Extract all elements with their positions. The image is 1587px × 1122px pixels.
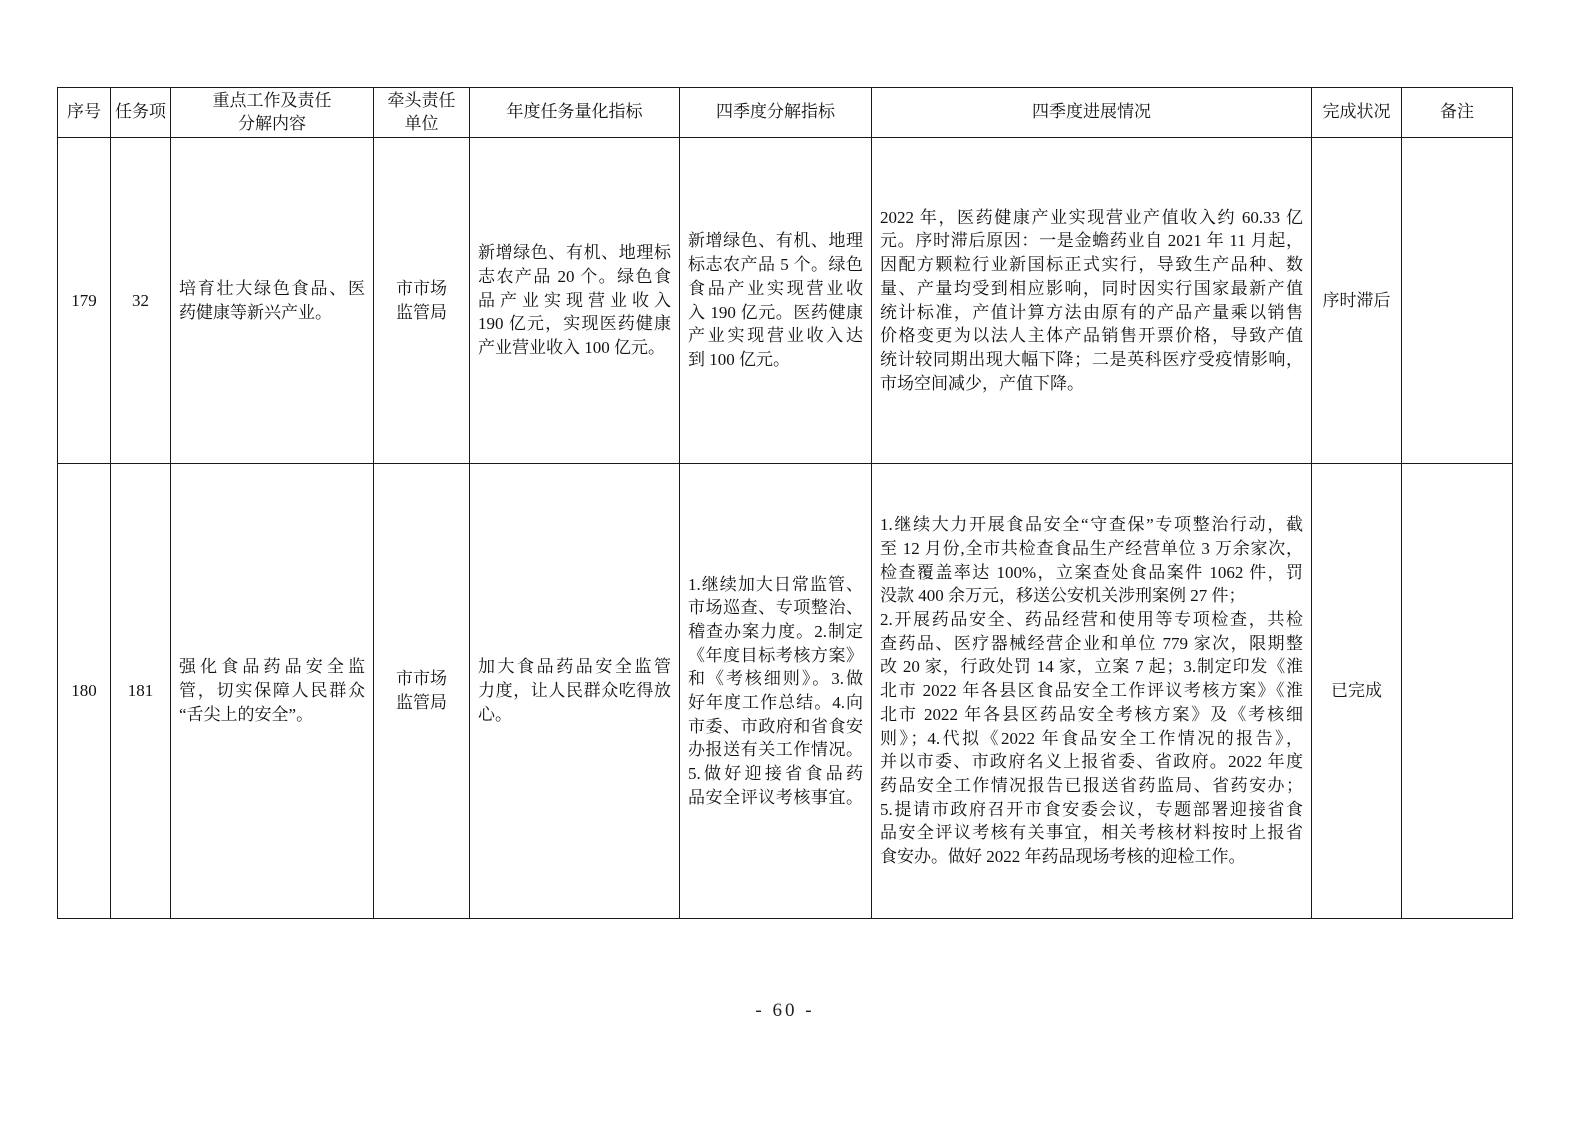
cell-task-no: 32 [111,138,171,464]
cell-status: 已完成 [1312,464,1402,919]
lead-unit-line: 市市场 [396,669,447,689]
cell-seq: 179 [58,138,111,464]
q4-progress-line: 并以市委、市政府名义上报省委、省政府。2022 年度 [880,752,1303,772]
q4-progress-line: 统计标准，产值计算方法由原有的产品产量乘以销售 [880,302,1303,322]
q4-breakdown-line: 稽查办案力度。2.制定 [688,621,863,641]
q4-progress-line: 价格变更为以法人主体产品销售开票价格，导致产值 [880,326,1303,346]
header-status: 完成状况 [1312,88,1402,138]
q4-progress-line: 则》；4.代拟《2022 年食品安全工作情况的报告》， [880,728,1303,748]
header-seq: 序号 [58,88,111,138]
q4-progress-line: 5.提请市政府召开市食安委会议，专题部署迎接省食 [880,799,1303,819]
page-number: - 60 - [755,1000,815,1021]
q4-progress-line: 北市 2022 年各县区食品安全工作评议考核方案》《淮 [880,681,1303,701]
q4-progress-line: 1.继续大力开展食品安全“守查保”专项整治行动，截 [880,515,1303,535]
key-work-line: 强化食品药品安全监 [179,657,365,677]
cell-remarks [1402,138,1513,464]
cell-task-no: 181 [111,464,171,919]
key-work-line: “舌尖上的安全”。 [179,704,314,724]
header-key-work-line: 分解内容 [238,113,306,134]
header-key-work-line: 重点工作及责任 [212,90,332,111]
q4-breakdown-line: 到 100 亿元。 [688,349,790,369]
q4-progress-line: 2.开展药品安全、药品经营和使用等专项检查，共检 [880,610,1303,630]
q4-breakdown-line: 办报送有关工作情况。 [688,740,863,760]
cell-status: 序时滞后 [1312,138,1402,464]
table-header-row [58,88,1513,138]
lead-unit-line: 监管局 [396,302,447,322]
cell-lead-unit [374,138,470,464]
lead-unit-line: 监管局 [396,693,447,712]
annual-target-line: 产业营业收入 100 亿元。 [478,338,665,358]
q4-breakdown-line: 食品产业实现营业收 [688,278,863,298]
q4-progress-line: 改 20 家，行政处罚 14 家，立案 7 起；3.制定印发《淮 [880,657,1303,677]
q4-progress-line: 药品安全工作情况报告已报送省药监局、省药安办； [880,775,1303,795]
q4-progress-line: 至 12 月份,全市共检查食品生产经营单位 3 万余家次， [880,539,1303,559]
header-key-work [171,88,374,138]
task-progress-table [57,87,1513,919]
q4-progress-line: 市场空间减少，产值下降。 [880,373,1084,393]
header-task-no: 任务项 [111,88,171,138]
key-work-line: 培育壮大绿色食品、医 [179,278,365,298]
header-lead-unit-line: 牵头责任 [387,90,456,111]
q4-progress-line: 统计较同期出现大幅下降；二是英科医疗受疫情影响， [880,349,1303,369]
q4-progress-line: 品安全评议考核有关事宜，相关考核材料按时上报省 [880,823,1303,843]
key-work-line: 药健康等新兴产业。 [179,302,332,322]
q4-breakdown-line: 和《考核细则》。3.做 [688,669,863,689]
table-row [58,464,1513,919]
q4-breakdown-line: 市场巡查、专项整治、 [688,598,863,618]
q4-progress-line: 没款 400 余万元，移送公安机关涉刑案例 27 件； [880,586,1246,606]
annual-target-line: 志农产品 20 个。绿色食 [478,266,671,286]
annual-target-line: 新增绿色、有机、地理标 [478,243,671,263]
annual-target-line: 190 亿元，实现医药健康 [478,314,671,334]
header-lead-unit-line: 单位 [404,113,439,134]
header-remarks: 备注 [1402,88,1513,138]
q4-progress-line: 元。序时滞后原因：一是金蟾药业自 2021 年 11 月起， [880,231,1303,251]
q4-progress-line: 食安办。做好 2022 年药品现场考核的迎检工作。 [880,846,1246,866]
table-row [58,138,1513,464]
cell-annual-target [470,138,680,464]
cell-annual-target [470,464,680,919]
q4-progress-line: 检查覆盖率达 100%，立案查处食品案件 1062 件，罚 [880,562,1303,582]
q4-breakdown-line: 品安全评议考核事宜。 [688,787,863,807]
header-lead-unit [374,88,470,138]
cell-seq: 180 [58,464,111,919]
annual-target-line: 力度，让人民群众吃得放 [478,681,671,701]
header-q4-breakdown: 四季度分解指标 [680,88,872,138]
annual-target-line: 心。 [478,704,512,724]
q4-progress-line: 北市 2022 年各县区药品安全考核方案》及《考核细 [880,704,1303,724]
annual-target-line: 品产业实现营业收入 [478,290,671,310]
cell-q4-progress [872,464,1312,919]
q4-breakdown-line: 《年度目标考核方案》 [688,645,863,665]
cell-q4-breakdown [680,138,872,464]
q4-breakdown-line: 入 190 亿元。医药健康 [688,302,863,322]
q4-breakdown-line: 市委、市政府和省食安 [688,716,863,736]
q4-breakdown-line: 标志农产品 5 个。绿色 [688,255,863,275]
q4-progress-line: 量、产量均受到相应影响，同时因实行国家最新产值 [880,278,1303,298]
cell-q4-breakdown [680,464,872,919]
q4-progress-line: 因配方颗粒行业新国标正式实行，导致生产品种、数 [880,255,1303,275]
annual-target-line: 加大食品药品安全监管 [478,657,671,677]
cell-lead-unit [374,464,470,919]
q4-breakdown-line: 1.继续加大日常监管、 [688,574,863,594]
q4-breakdown-line: 5.做好迎接省食品药 [688,764,863,784]
q4-progress-line: 查药品、医疗器械经营企业和单位 779 家次，限期整 [880,633,1303,653]
key-work-line: 管，切实保障人民群众 [179,681,365,701]
cell-q4-progress [872,138,1312,464]
lead-unit-line: 市市场 [396,278,447,298]
q4-breakdown-line: 产业实现营业收入达 [688,326,863,346]
q4-breakdown-line: 新增绿色、有机、地理 [688,231,863,251]
cell-key-work [171,138,374,464]
header-annual-target: 年度任务量化指标 [470,88,680,138]
cell-remarks [1402,464,1513,919]
header-q4-progress: 四季度进展情况 [872,88,1312,138]
q4-breakdown-line: 好年度工作总结。4.向 [688,693,863,712]
q4-progress-line: 2022 年，医药健康产业实现营业产值收入约 60.33 亿 [880,207,1303,227]
cell-key-work [171,464,374,919]
